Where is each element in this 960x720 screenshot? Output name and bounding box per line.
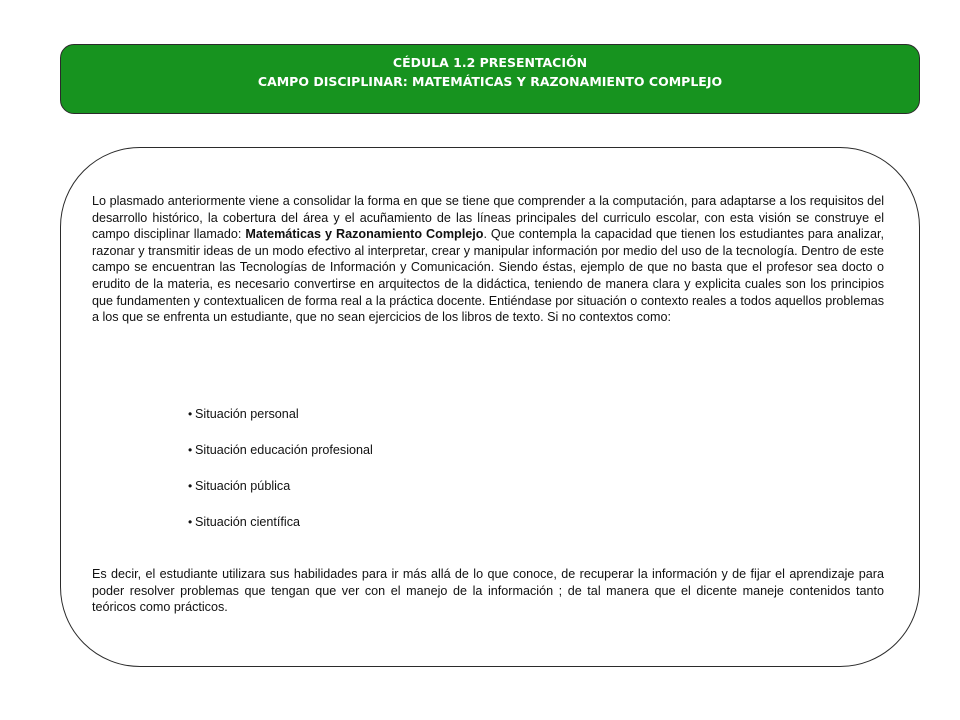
header-title-line2: CAMPO DISCIPLINAR: MATEMÁTICAS Y RAZONAMIENTO COMPLEJO [257,74,723,89]
list-item [188,442,373,478]
list-item [188,406,373,442]
bullet-icon: • [188,479,193,493]
bullet-icon: • [188,443,193,457]
list-item [188,478,373,514]
situations-list [188,406,373,550]
intro-text-end: . Que contempla la capacidad que tienen los estudiantes para analizar, razonar y transmitir ideas de un modo efectivo al interpretar, crear y manipular información por medio del uso de la tecnología. Dentro de este campo se encuentran las Tecnologías de Información y Comunicación. Siendo éstas, ejemplo de que no basta que el profesor sea docto o erudito de la materia, es necesario convertirse en arquitectos de la didáctica, teniendo de manera clara y explicita cuales son los principios que fundamenten y contextualicen de forma real a la práctica docente. Entiéndase por situación o contexto reales a todos aquellos problemas a los que se enfrenta un estudiante, que no sean ejercicios de los libros de texto. Si no contextos como: [92,227,884,325]
header-title-line1: CÉDULA 1.2 PRESENTACIÓN [392,55,588,70]
intro-text-start: Lo plasmado anteriormente viene a consolidar la forma en que se tiene que comprender a la computación, para adaptarse a los requisitos del desarrollo histórico, la cobertura del área y el acuñamiento de las líneas principales del curriculo escolar, con esta visión se construye el campo disciplinar llamado: [92,194,884,242]
field-name-bold: Matemáticas y Razonamiento Complejo [245,227,484,242]
list-item-label: Situación educación profesional [195,443,373,457]
closing-paragraph: Es decir, el estudiante utilizara sus habilidades para ir más allá de lo que conoce, de recuperar la información y de fijar el aprendizaje para poder resolver problemas que tengan que ver con el manejo de la información ; de tal manera que el dicente maneje contenidos tanto teóricos como prácticos. [92,567,884,615]
list-item-label: Situación pública [195,479,291,493]
intro-paragraph [92,193,884,326]
list-item-label: Situación personal [195,407,299,421]
list-item [188,514,373,550]
bullet-icon: • [188,515,193,529]
list-item-label: Situación científica [195,515,301,529]
bullet-icon: • [188,407,193,421]
header-banner [60,44,920,114]
